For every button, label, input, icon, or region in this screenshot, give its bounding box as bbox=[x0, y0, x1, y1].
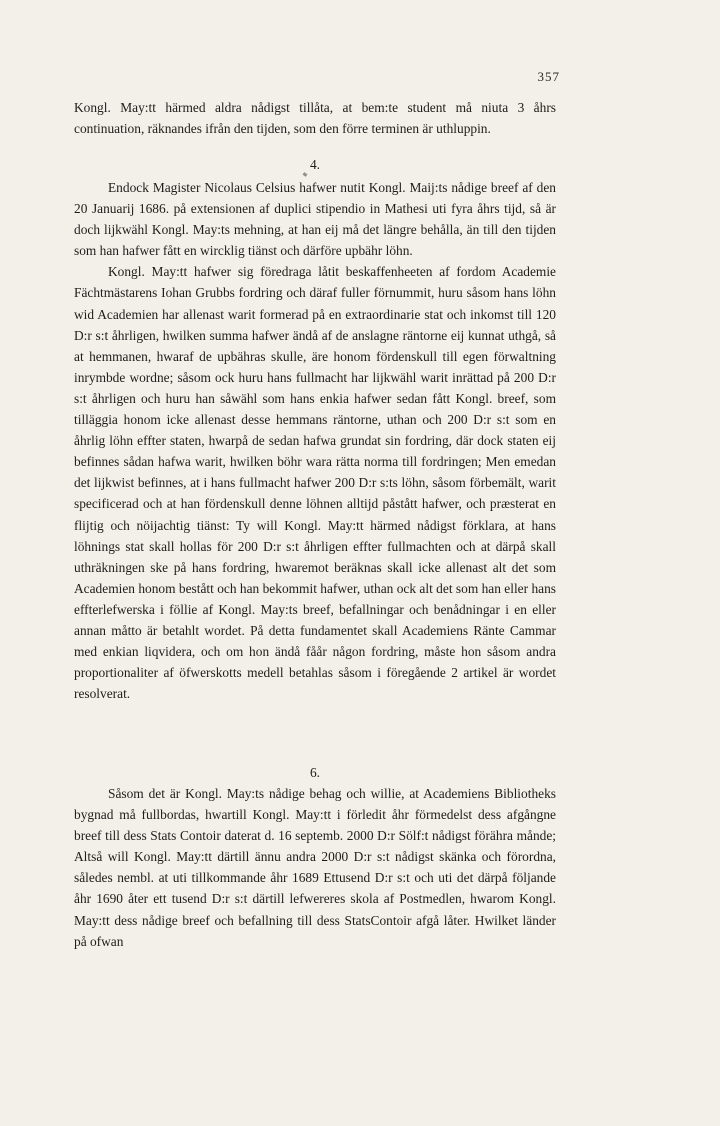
section-6-paragraph-1: Såsom det är Kongl. May:ts nådige behag och willie, at Academiens Bibliotheks bygnad må fullbordas, hwartill Kongl. May:tt i förledit åhr förmedelst dess afgångne breef till dess Stats Contoir daterat d. 16 septemb. 2000 D:r Sölf:t nådigst förähra månde; Altså will Kongl. May:tt därtill ännu andra 2000 D:r s:t nådigst skänka och förordna, således nembl. at uti tillkommande åhr 1689 Ettusend D:r s:t och uti det därpå följande åhr 1690 åter ett tusend D:r s:t därtill lefwereres skola af Postmedlen, hwarom Kongl. May:tt dess nådige breef och befallning till dess StatsContoir afgå låter. Hwilket länder på ofwan bbox=[74, 786, 556, 949]
section-4-paragraph-2: Kongl. May:tt hafwer sig föredraga låtit beskaffenheeten af fordom Academie Fächtmästarens Iohan Grubbs fordring och däraf fuller förnummit, huru såsom hans löhn wid Academien har allenast warit formerad på en extraordinarie stat och inkomst till 120 D:r s:t åhrligen, hwilken summa hafwer ändå af de anslagne räntorne eij kunnat uthgå, så at hemmanen, hwaraf de upbähras skulle, äre honom fördenskull till egen förwaltning inrymbde wordne; såsom ock huru hans fullmacht har lijkwähl warit inrättad på 200 D:r s:t åhrligen och huru han såwähl som hans enkia hafwer sedan fått Kongl. breef, som tilläggia honom icke allenast desse hemmans räntorne, uthan och 200 D:r s:t som en åhrlig löhn effter staten, hwarpå de sedan hafwa grundat sin fordring, där dock staten eij befinnes sådan hafwa warit, hwilken böhr wara rätta norma till fordringen; Men emedan det lijkwist befinnes, at i hans fullmacht hafwer 200 D:r s:ts löhn, såsom förbemält, warit specificerad och at han fördenskull denne löhnen alltijd påstått hafwer, och præsterat en flijtig och nöijachtig tiänst: Ty will Kongl. May:tt härmed nådigst förklara, at hans löhnings stat skall hollas för 200 D:r s:t åhrligen effter fullmachten och at därpå skall uthräkningen ske på hans fordring, hwaremot beräknas skall icke allenast alt det som Academien honom bestått och han bekommit hafwer, uthan ock alt det som han eller hans effterlefwerska i föllie af Kongl. May:ts breef, befallningar och benådningar i en eller annan måtto är betahlt wordet. På detta fundamentet skall Academiens Ränte Cammar med enkian liqvidera, och om hon ändå fåår någon fordring, måste hon såsom andra proportionaliter af öfwerskotts medell betahlas såsom i föregående 2 artikel är wordet resolverat. bbox=[74, 264, 556, 702]
section-number-4: 4. bbox=[309, 157, 321, 172]
section-number-6: 6. bbox=[309, 765, 321, 780]
opening-text-block bbox=[74, 97, 556, 139]
paragraph-continuation: Kongl. May:tt härmed aldra nådigst tillåta, at bem:te student må niuta 3 åhrs continuation, räknandes ifrån den tijden, som den förre terminen är uthluppin. bbox=[74, 100, 556, 137]
section-4-paragraph-1: Endock Magister Nicolaus Celsius hafwer nutit Kongl. Maij:ts nådige breef af den 20 Januarij 1686. på extensionen af duplici stipendio in Mathesi uti fyra åhrs tijd, så är doch lijkwähl Kongl. May:ts mehning, at han eij må det längre behålla, än till den tijden som han hafwer fått en wircklig tiänst och därföre upbähr löhn. bbox=[74, 180, 556, 259]
section-4-text-block bbox=[74, 177, 556, 704]
page-number: 357 bbox=[537, 69, 560, 84]
section-6-text-block bbox=[74, 783, 556, 952]
